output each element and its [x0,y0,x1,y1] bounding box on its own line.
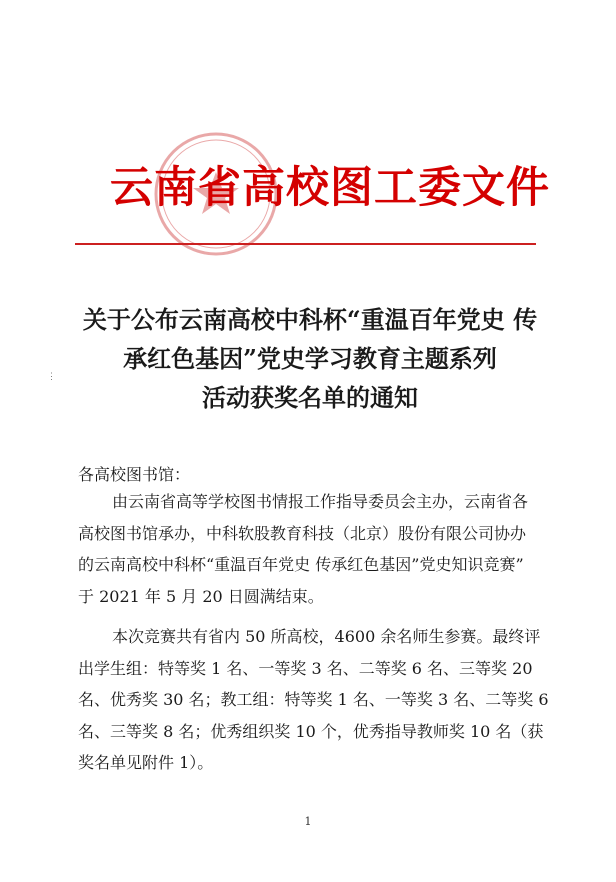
issuing-organization-header: 云南省高校图工委文件 [110,163,550,213]
header-red-rule [75,243,536,245]
paragraph-line: 奖名单见附件 1）。 [78,753,214,773]
salutation: 各高校图书馆： [78,465,191,484]
paragraph-line: 的云南高校中科杯“重温百年党史 传承红色基因”党史知识竞赛” [78,555,524,575]
title-line: 关于公布云南高校中科杯“重温百年党史 传 [82,305,538,334]
paragraph-line: 于 2021 年 5 月 20 日圆满结束。 [78,586,324,606]
title-line: 活动获奖名单的通知 [202,383,418,412]
document-title [60,300,560,417]
paragraph-line: 名、三等奖 8 名；优秀组织奖 10 个，优秀指导教师奖 10 名（获 [78,721,544,741]
paragraph-line: 本次竞赛共有省内 50 所高校，4600 余名师生参赛。最终评 [112,627,541,646]
title-line: 承红色基因”党史学习教育主题系列 [123,344,497,373]
body-paragraph-2 [78,621,558,779]
paragraph-line: 由云南省高等学校图书情报工作指导委员会主办，云南省各 [112,492,529,511]
paragraph-line: 出学生组：特等奖 1 名、一等奖 3 名、二等奖 6 名、三等奖 20 [78,658,533,678]
paragraph-line: 高校图书馆承办，中科软股教育科技（北京）股份有限公司协办 [78,523,527,543]
body-paragraph-1 [78,486,558,612]
paragraph-line: 名、优秀奖 30 名；教工组：特等奖 1 名、一等奖 3 名、二等奖 6 [78,690,549,710]
page-number: 1 [304,815,312,828]
binding-mark: ⋮ [47,372,56,382]
